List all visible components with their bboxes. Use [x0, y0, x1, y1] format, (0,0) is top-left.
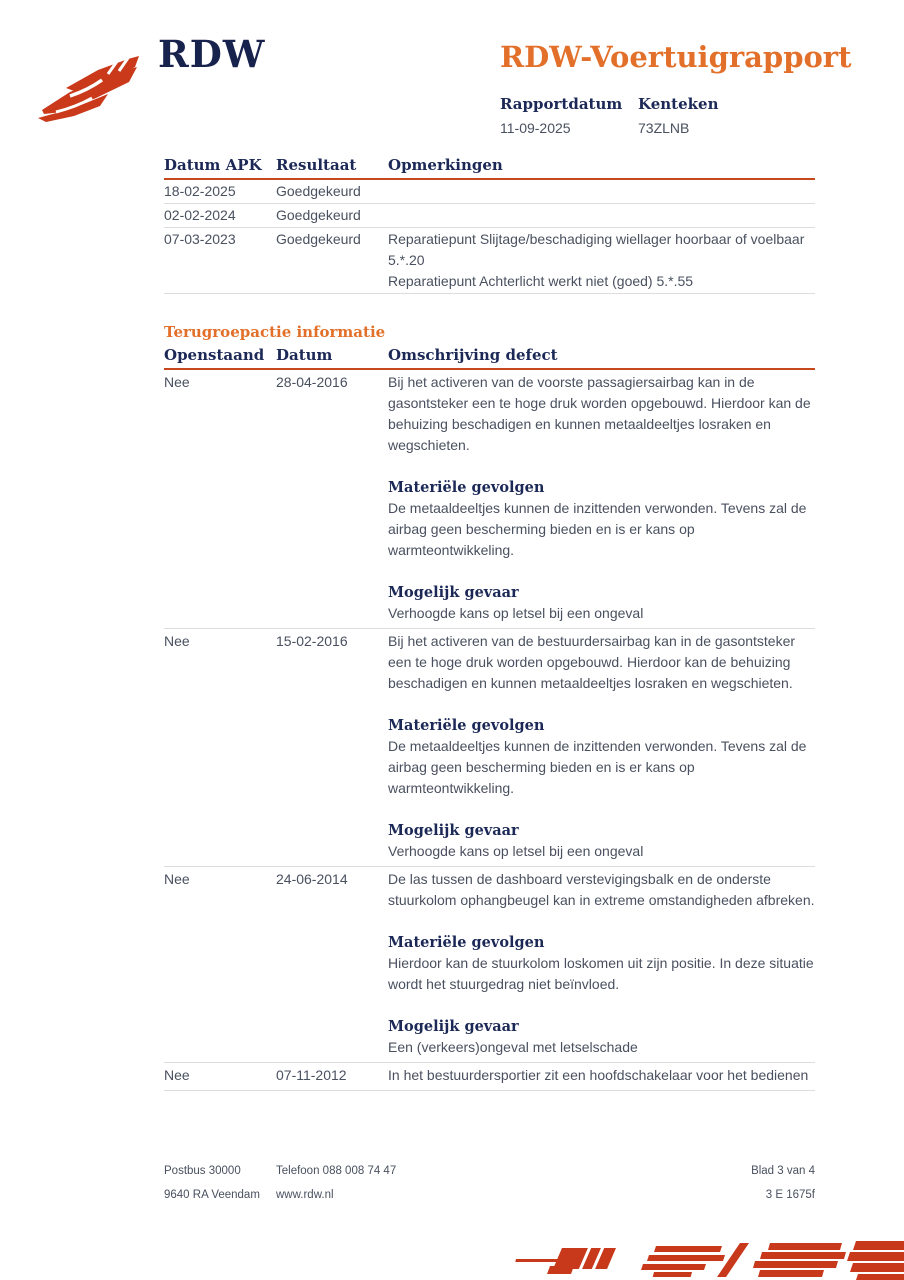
material-consequences-text: De metaaldeeltjes kunnen de inzittenden verwonden. Tevens zal de airbag geen bescherming bieden en is er kans op warmteontwikkeling.	[388, 500, 807, 558]
recall-openstaand: Nee	[164, 871, 190, 887]
recall-defect-cell	[388, 869, 815, 1058]
recall-header-omschrijving: Omschrijving defect	[388, 346, 558, 364]
apk-opmerkingen	[388, 229, 815, 292]
apk-remark-line: Reparatiepunt Achterlicht werkt niet (goed) 5.*.55	[388, 273, 694, 289]
footer-address-line1: Postbus 30000	[164, 1165, 241, 1177]
apk-resultaat: Goedgekeurd	[276, 183, 361, 199]
footer-row	[164, 1189, 815, 1201]
apk-resultaat: Goedgekeurd	[276, 231, 361, 247]
apk-datum: 02-02-2024	[164, 207, 236, 223]
material-consequences-heading: Materiële gevolgen	[388, 934, 545, 951]
apk-opmerkingen	[388, 181, 815, 202]
apk-header-resultaat: Resultaat	[276, 156, 357, 174]
possible-danger-text: Een (verkeers)ongeval met letselschade	[388, 1039, 638, 1055]
report-date-label: Rapportdatum	[500, 95, 623, 113]
footer-phone: Telefoon 088 008 74 47	[276, 1165, 397, 1177]
footer-doc-code: 3 E 1675f	[765, 1189, 815, 1201]
defect-description: De las tussen de dashboard verstevigingsbalk en de onderste stuurkolom ophangbeugel kan in extreme omstandigheden afbreken.	[388, 871, 815, 908]
recall-openstaand: Nee	[164, 633, 190, 649]
recall-defect-cell	[388, 631, 815, 862]
possible-danger-heading: Mogelijk gevaar	[388, 584, 519, 601]
recall-datum: 07-11-2012	[276, 1067, 347, 1083]
apk-datum: 18-02-2025	[164, 183, 236, 199]
footer-website: www.rdw.nl	[276, 1189, 334, 1201]
apk-header-datum: Datum APK	[164, 156, 262, 174]
table-row	[164, 1063, 815, 1091]
apk-resultaat: Goedgekeurd	[276, 207, 361, 223]
recall-header-datum: Datum	[276, 346, 333, 364]
apk-table	[164, 156, 815, 294]
possible-danger-heading: Mogelijk gevaar	[388, 822, 519, 839]
material-consequences-text: Hierdoor kan de stuurkolom loskomen uit zijn positie. In deze situatie wordt het stuurgedrag niet beïnvloed.	[388, 955, 814, 992]
table-row	[164, 867, 815, 1063]
defect-description: Bij het activeren van de voorste passagiersairbag kan in de gasontsteker een te hoge druk worden opgebouwd. Hierdoor kan de behuizing beschadigen en kunnen metaaldeeltjes losraken en wegschieten.	[388, 374, 811, 453]
table-row	[164, 228, 815, 294]
apk-table-header	[164, 156, 815, 180]
recall-defect-cell	[388, 1065, 815, 1086]
material-consequences-heading: Materiële gevolgen	[388, 479, 545, 496]
table-row	[164, 629, 815, 867]
rdw-feather-icon	[36, 52, 146, 124]
license-plate-value: 73ZLNB	[638, 120, 690, 136]
recall-defect-cell	[388, 372, 815, 624]
recall-datum: 24-06-2014	[276, 871, 348, 887]
footer-address-line2: 9640 RA Veendam	[164, 1189, 260, 1201]
recall-table-header	[164, 346, 815, 370]
recall-section	[164, 323, 815, 1091]
material-consequences-text: De metaaldeeltjes kunnen de inzittenden verwonden. Tevens zal de airbag geen bescherming bieden en is er kans op warmteontwikkeling.	[388, 738, 807, 796]
material-consequences-heading: Materiële gevolgen	[388, 717, 545, 734]
page-footer	[164, 1165, 815, 1213]
rdw-wordmark: RDW	[158, 32, 266, 76]
apk-remark-line: Reparatiepunt Slijtage/beschadiging wiellager hoorbaar of voelbaar 5.*.20	[388, 231, 805, 268]
apk-header-opmerkingen: Opmerkingen	[388, 156, 503, 174]
footer-row	[164, 1165, 815, 1177]
license-plate-label: Kenteken	[638, 95, 719, 113]
recall-section-title: Terugroepactie informatie	[164, 323, 386, 341]
recall-openstaand: Nee	[164, 1067, 190, 1083]
footer-page-indicator: Blad 3 van 4	[751, 1165, 815, 1177]
recall-openstaand: Nee	[164, 374, 190, 390]
possible-danger-text: Verhoogde kans op letsel bij een ongeval	[388, 605, 644, 621]
defect-description: Bij het activeren van de bestuurdersairbag kan in de gasontsteker een te hoge druk worden opgebouwd. Hierdoor kan de behuizing beschadigen en kunnen metaaldeeltjes losraken en wegschieten.	[388, 633, 796, 691]
table-row	[164, 180, 815, 204]
recall-datum: 15-02-2016	[276, 633, 348, 649]
apk-datum: 07-03-2023	[164, 231, 236, 247]
table-row	[164, 370, 815, 629]
apk-opmerkingen	[388, 205, 815, 226]
recall-datum: 28-04-2016	[276, 374, 348, 390]
defect-description: In het bestuurdersportier zit een hoofdschakelaar voor het bedienen	[388, 1067, 809, 1083]
table-row	[164, 204, 815, 228]
recall-header-openstaand: Openstaand	[164, 346, 265, 364]
speedlines-graphic	[504, 1238, 904, 1280]
page-title: RDW-Voertuigrapport	[500, 40, 852, 74]
report-date-value: 11-09-2025	[500, 120, 571, 136]
report-meta	[500, 95, 718, 136]
possible-danger-text: Verhoogde kans op letsel bij een ongeval	[388, 843, 644, 859]
possible-danger-heading: Mogelijk gevaar	[388, 1018, 519, 1035]
